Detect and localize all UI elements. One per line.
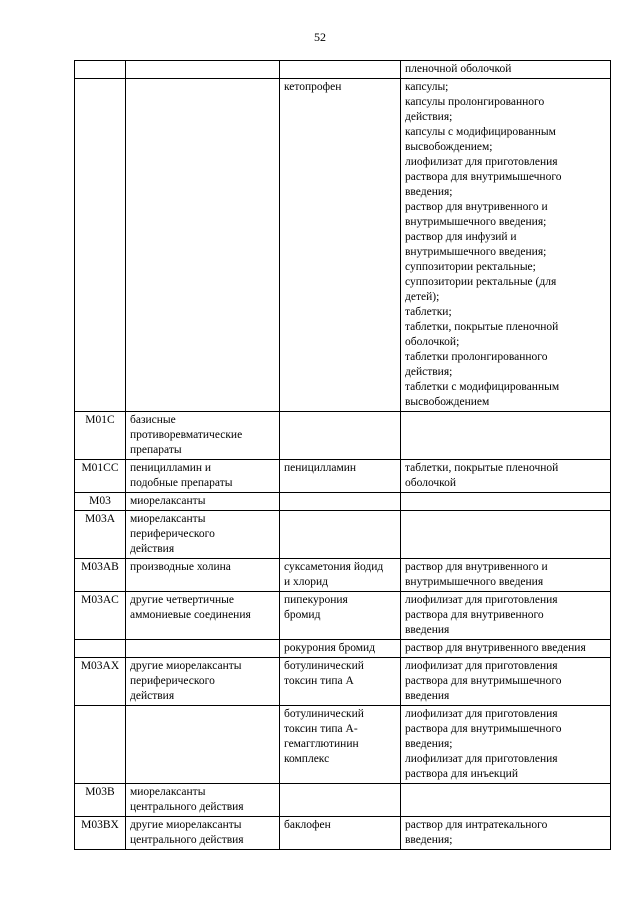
page-number: 52 — [314, 30, 326, 44]
table-row — [75, 817, 611, 850]
cell-text-line: таблетки с модифицированным — [405, 381, 560, 393]
cell-text-line: раствора для внутримышечного — [405, 171, 562, 183]
table-row — [75, 61, 611, 79]
drug-name-cell — [280, 79, 401, 412]
cell-text-line: действия; — [405, 111, 453, 123]
cell-text-line — [77, 707, 123, 722]
cell-text-line: введения; — [405, 186, 453, 198]
cell-text-line: ботулинический — [284, 660, 364, 672]
atc-code-cell — [75, 79, 126, 412]
cell-text-line: раствора для внутривенного — [405, 609, 544, 621]
cell-text-line: капсулы пролонгированного — [405, 96, 545, 108]
table-row — [75, 559, 611, 592]
atc-code-cell — [75, 592, 126, 640]
drug-name-cell — [280, 784, 401, 817]
cell-text-line: раствора для инъекций — [405, 768, 518, 780]
cell-text-line — [77, 641, 123, 656]
cell-text-line: капсулы; — [405, 81, 449, 93]
cell-text-line: раствора для внутримышечного — [405, 723, 562, 735]
table-row — [75, 706, 611, 784]
drug-name-cell — [280, 817, 401, 850]
cell-text-line: кетопрофен — [284, 81, 342, 93]
table-row — [75, 640, 611, 658]
cell-text-line: лиофилизат для приготовления — [405, 594, 558, 606]
cell-text-line: лиофилизат для приготовления — [405, 156, 558, 168]
cell-text-line: раствора для внутримышечного — [405, 675, 562, 687]
cell-text-line: действия — [130, 690, 175, 702]
cell-text-line: внутримышечного введения; — [405, 216, 547, 228]
drug-name-cell — [280, 559, 401, 592]
cell-text-line: раствор для внутривенного и — [405, 201, 548, 213]
cell-text-line: M03 — [89, 495, 111, 507]
dosage-forms-cell — [401, 412, 611, 460]
atc-group-name-cell — [126, 79, 280, 412]
atc-group-name-cell — [126, 61, 280, 79]
cell-text-line — [77, 80, 123, 95]
drug-name-cell — [280, 592, 401, 640]
cell-text-line: центрального действия — [130, 834, 244, 846]
dosage-forms-cell — [401, 460, 611, 493]
dosage-forms-cell — [401, 658, 611, 706]
cell-text-line: миорелаксанты — [130, 786, 206, 798]
drug-name-cell — [280, 658, 401, 706]
cell-text-line: и хлорид — [284, 576, 329, 588]
cell-text-line: M01C — [85, 414, 115, 426]
cell-text-line: внутримышечного введения; — [405, 246, 547, 258]
cell-text-line: действия; — [405, 366, 453, 378]
cell-text-line: препараты — [130, 444, 182, 456]
table-row — [75, 79, 611, 412]
cell-text-line: пеницилламин и — [130, 462, 212, 474]
cell-text-line: баклофен — [284, 819, 331, 831]
cell-text-line: раствор для внутривенного и — [405, 561, 548, 573]
table-row — [75, 511, 611, 559]
cell-text-line: высвобождением; — [405, 141, 493, 153]
cell-text-line: центрального действия — [130, 801, 244, 813]
atc-code-cell — [75, 559, 126, 592]
cell-text-line: высвобождением — [405, 396, 490, 408]
cell-text-line: действия — [130, 543, 175, 555]
drug-name-cell — [280, 640, 401, 658]
atc-code-cell — [75, 61, 126, 79]
atc-code-cell — [75, 817, 126, 850]
atc-group-name-cell — [126, 784, 280, 817]
cell-text-line: аммониевые соединения — [130, 609, 251, 621]
cell-text-line: подобные препараты — [130, 477, 233, 489]
cell-text-line: раствор для внутривенного введения — [405, 642, 586, 654]
cell-text-line: капсулы с модифицированным — [405, 126, 556, 138]
dosage-forms-cell — [401, 784, 611, 817]
cell-text-line: лиофилизат для приготовления — [405, 660, 558, 672]
cell-text-line: оболочкой — [405, 477, 457, 489]
atc-code-cell — [75, 493, 126, 511]
drug-name-cell — [280, 61, 401, 79]
table-row — [75, 592, 611, 640]
cell-text-line: оболочкой; — [405, 336, 460, 348]
atc-group-name-cell — [126, 706, 280, 784]
cell-text-line: базисные — [130, 414, 176, 426]
drug-name-cell — [280, 511, 401, 559]
cell-text-line: противоревматические — [130, 429, 243, 441]
cell-text-line — [77, 62, 123, 77]
cell-text-line: M01CC — [81, 462, 119, 474]
cell-text-line: M03AC — [81, 594, 119, 606]
atc-code-cell — [75, 412, 126, 460]
atc-code-cell — [75, 640, 126, 658]
dosage-forms-cell — [401, 706, 611, 784]
cell-text-line: таблетки, покрытые пленочной — [405, 462, 559, 474]
cell-text-line: бромид — [284, 609, 321, 621]
drug-classification-table — [74, 60, 611, 850]
table-row — [75, 460, 611, 493]
cell-text-line: миорелаксанты — [130, 495, 206, 507]
cell-text-line: M03AX — [80, 660, 120, 672]
atc-code-cell — [75, 460, 126, 493]
cell-text-line: лиофилизат для приготовления — [405, 708, 558, 720]
drug-name-cell — [280, 412, 401, 460]
atc-group-name-cell — [126, 412, 280, 460]
cell-text-line: внутримышечного введения — [405, 576, 544, 588]
table-row — [75, 493, 611, 511]
cell-text-line: ботулинический — [284, 708, 364, 720]
cell-text-line: пипекурония — [284, 594, 348, 606]
atc-group-name-cell — [126, 460, 280, 493]
drug-name-cell — [280, 706, 401, 784]
cell-text-line: рокурония бромид — [284, 642, 376, 654]
atc-group-name-cell — [126, 559, 280, 592]
dosage-forms-cell — [401, 559, 611, 592]
cell-text-line: пеницилламин — [284, 462, 357, 474]
cell-text-line: введения — [405, 690, 450, 702]
cell-text-line: M03A — [84, 513, 116, 525]
table-row — [75, 784, 611, 817]
cell-text-line: детей); — [405, 291, 440, 303]
atc-group-name-cell — [126, 817, 280, 850]
cell-text-line: токсин типа А — [284, 675, 354, 687]
cell-text-line: другие четвертичные — [130, 594, 234, 606]
cell-text-line: производные холина — [130, 561, 231, 573]
cell-text-line: таблетки, покрытые пленочной — [405, 321, 559, 333]
atc-group-name-cell — [126, 658, 280, 706]
cell-text-line: суппозитории ректальные; — [405, 261, 536, 273]
dosage-forms-cell — [401, 592, 611, 640]
cell-text-line: таблетки пролонгированного — [405, 351, 548, 363]
cell-text-line: лиофилизат для приготовления — [405, 753, 558, 765]
cell-text-line: гемагглютинин — [284, 738, 359, 750]
cell-text-line: другие миорелаксанты — [130, 819, 242, 831]
table-body — [75, 61, 611, 850]
dosage-forms-cell — [401, 61, 611, 79]
dosage-forms-cell — [401, 79, 611, 412]
cell-text-line: миорелаксанты — [130, 513, 206, 525]
cell-text-line: комплекс — [284, 753, 330, 765]
cell-text-line: другие миорелаксанты — [130, 660, 242, 672]
dosage-forms-cell — [401, 511, 611, 559]
cell-text-line: суппозитории ректальные (для — [405, 276, 557, 288]
dosage-forms-cell — [401, 640, 611, 658]
atc-code-cell — [75, 658, 126, 706]
cell-text-line: введения — [405, 624, 450, 636]
cell-text-line: периферического — [130, 528, 215, 540]
table-row — [75, 412, 611, 460]
drug-name-cell — [280, 460, 401, 493]
cell-text-line: M03B — [85, 786, 115, 798]
table-row — [75, 658, 611, 706]
atc-code-cell — [75, 784, 126, 817]
cell-text-line: раствор для интратекального — [405, 819, 548, 831]
cell-text-line: введения; — [405, 834, 453, 846]
cell-text-line: таблетки; — [405, 306, 452, 318]
atc-group-name-cell — [126, 511, 280, 559]
cell-text-line: пленочной оболочкой — [405, 63, 512, 75]
atc-code-cell — [75, 511, 126, 559]
cell-text-line: суксаметония йодид — [284, 561, 384, 573]
cell-text-line: периферического — [130, 675, 215, 687]
atc-group-name-cell — [126, 592, 280, 640]
cell-text-line: токсин типа А- — [284, 723, 358, 735]
atc-group-name-cell — [126, 493, 280, 511]
drug-name-cell — [280, 493, 401, 511]
dosage-forms-cell — [401, 817, 611, 850]
cell-text-line: M03AB — [81, 561, 119, 573]
atc-group-name-cell — [126, 640, 280, 658]
cell-text-line: раствор для инфузий и — [405, 231, 517, 243]
cell-text-line: введения; — [405, 738, 453, 750]
dosage-forms-cell — [401, 493, 611, 511]
atc-code-cell — [75, 706, 126, 784]
cell-text-line: M03BX — [81, 819, 119, 831]
